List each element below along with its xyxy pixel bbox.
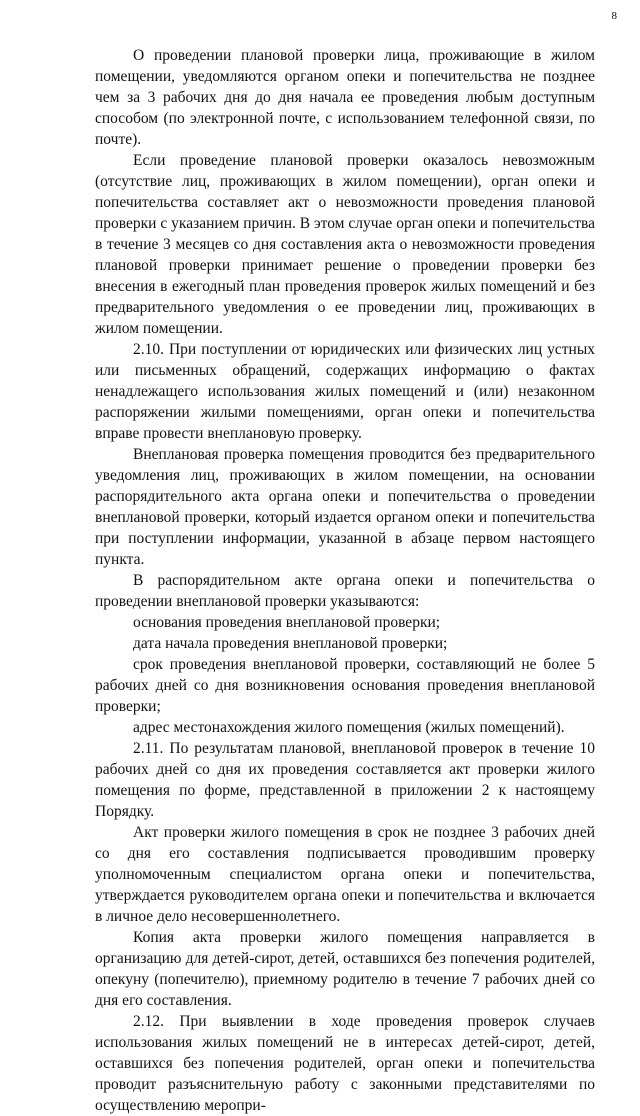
paragraph-planned-inspection-notice: О проведении плановой проверки лица, проживающие в жилом помещении, уведомляются органом опеки и попечительства не позднее чем за 3 рабочих дня до дня начала ее проведения любым доступным способом (по электронной почте, с использованием телефонной связи, по почте). xyxy=(95,47,595,148)
paragraph-inspection-impossible: Если проведение плановой проверки оказалось невозможным (отсутствие лиц, проживающих в жилом помещении), орган опеки и попечительства составляет акт о невозможности проведения плановой проверки с указанием причин. В этом случае орган опеки и попечительства в течение 3 месяцев со дня составления акта о невозможности проведения плановой проверки принимает решение о проведении проверки без внесения в ежегодный план проведения проверок жилых помещений и без предварительного уведомления о ее проведении лиц, проживающих в жилом помещении. xyxy=(95,152,595,337)
list-item-start-date: дата начала проведения внеплановой проверки; xyxy=(133,635,448,652)
document-body xyxy=(95,45,595,1116)
list-item-grounds: основания проведения внеплановой проверки; xyxy=(133,614,441,631)
paragraph-2-12: 2.12. При выявлении в ходе проведения проверок случаев использования жилых помещений не в интересах детей-сирот, детей, оставшихся без попечения родителей, орган опеки и попечительства проводит разъяснительную работу с законными представителями по осуществлению меропри- xyxy=(95,1013,595,1114)
page-number: 8 xyxy=(611,10,617,22)
paragraph-administrative-act: В распорядительном акте органа опеки и попечительства о проведении внеплановой проверки указываются: xyxy=(95,572,595,610)
list-item-address: адрес местонахождения жилого помещения (жилых помещений). xyxy=(133,719,565,736)
list-item-duration: срок проведения внеплановой проверки, составляющий не более 5 рабочих дней со дня возникновения основания проведения внеплановой проверки; xyxy=(95,656,595,715)
paragraph-2-10: 2.10. При поступлении от юридических или физических лиц устных или письменных обращений, содержащих информацию о фактах ненадлежащего использования жилых помещений и (или) незаконном распоряжении жилыми помещениями, орган опеки и попечительства вправе провести внеплановую проверку. xyxy=(95,341,595,442)
paragraph-act-copy: Копия акта проверки жилого помещения направляется в организацию для детей-сирот, детей, оставшихся без попечения родителей, опекуну (попечителю), приемному родителю в течение 7 рабочих дней со дня его составления. xyxy=(95,929,595,1009)
paragraph-unscheduled-inspection: Внеплановая проверка помещения проводится без предварительного уведомления лиц, проживающих в жилом помещении, на основании распорядительного акта органа опеки и попечительства о проведении внеплановой проверки, который издается органом опеки и попечительства при поступлении информации, указанной в абзаце первом настоящего пункта. xyxy=(95,446,595,568)
paragraph-2-11: 2.11. По результатам плановой, внеплановой проверок в течение 10 рабочих дней со дня их проведения составляется акт проверки жилого помещения по форме, представленной в приложении 2 к настоящему Порядку. xyxy=(95,740,595,820)
paragraph-act-signing: Акт проверки жилого помещения в срок не позднее 3 рабочих дней со дня его составления подписывается проводившим проверку уполномоченным специалистом органа опеки и попечительства, утверждается руководителем органа опеки и попечительства и включается в личное дело несовершеннолетнего. xyxy=(95,824,595,925)
